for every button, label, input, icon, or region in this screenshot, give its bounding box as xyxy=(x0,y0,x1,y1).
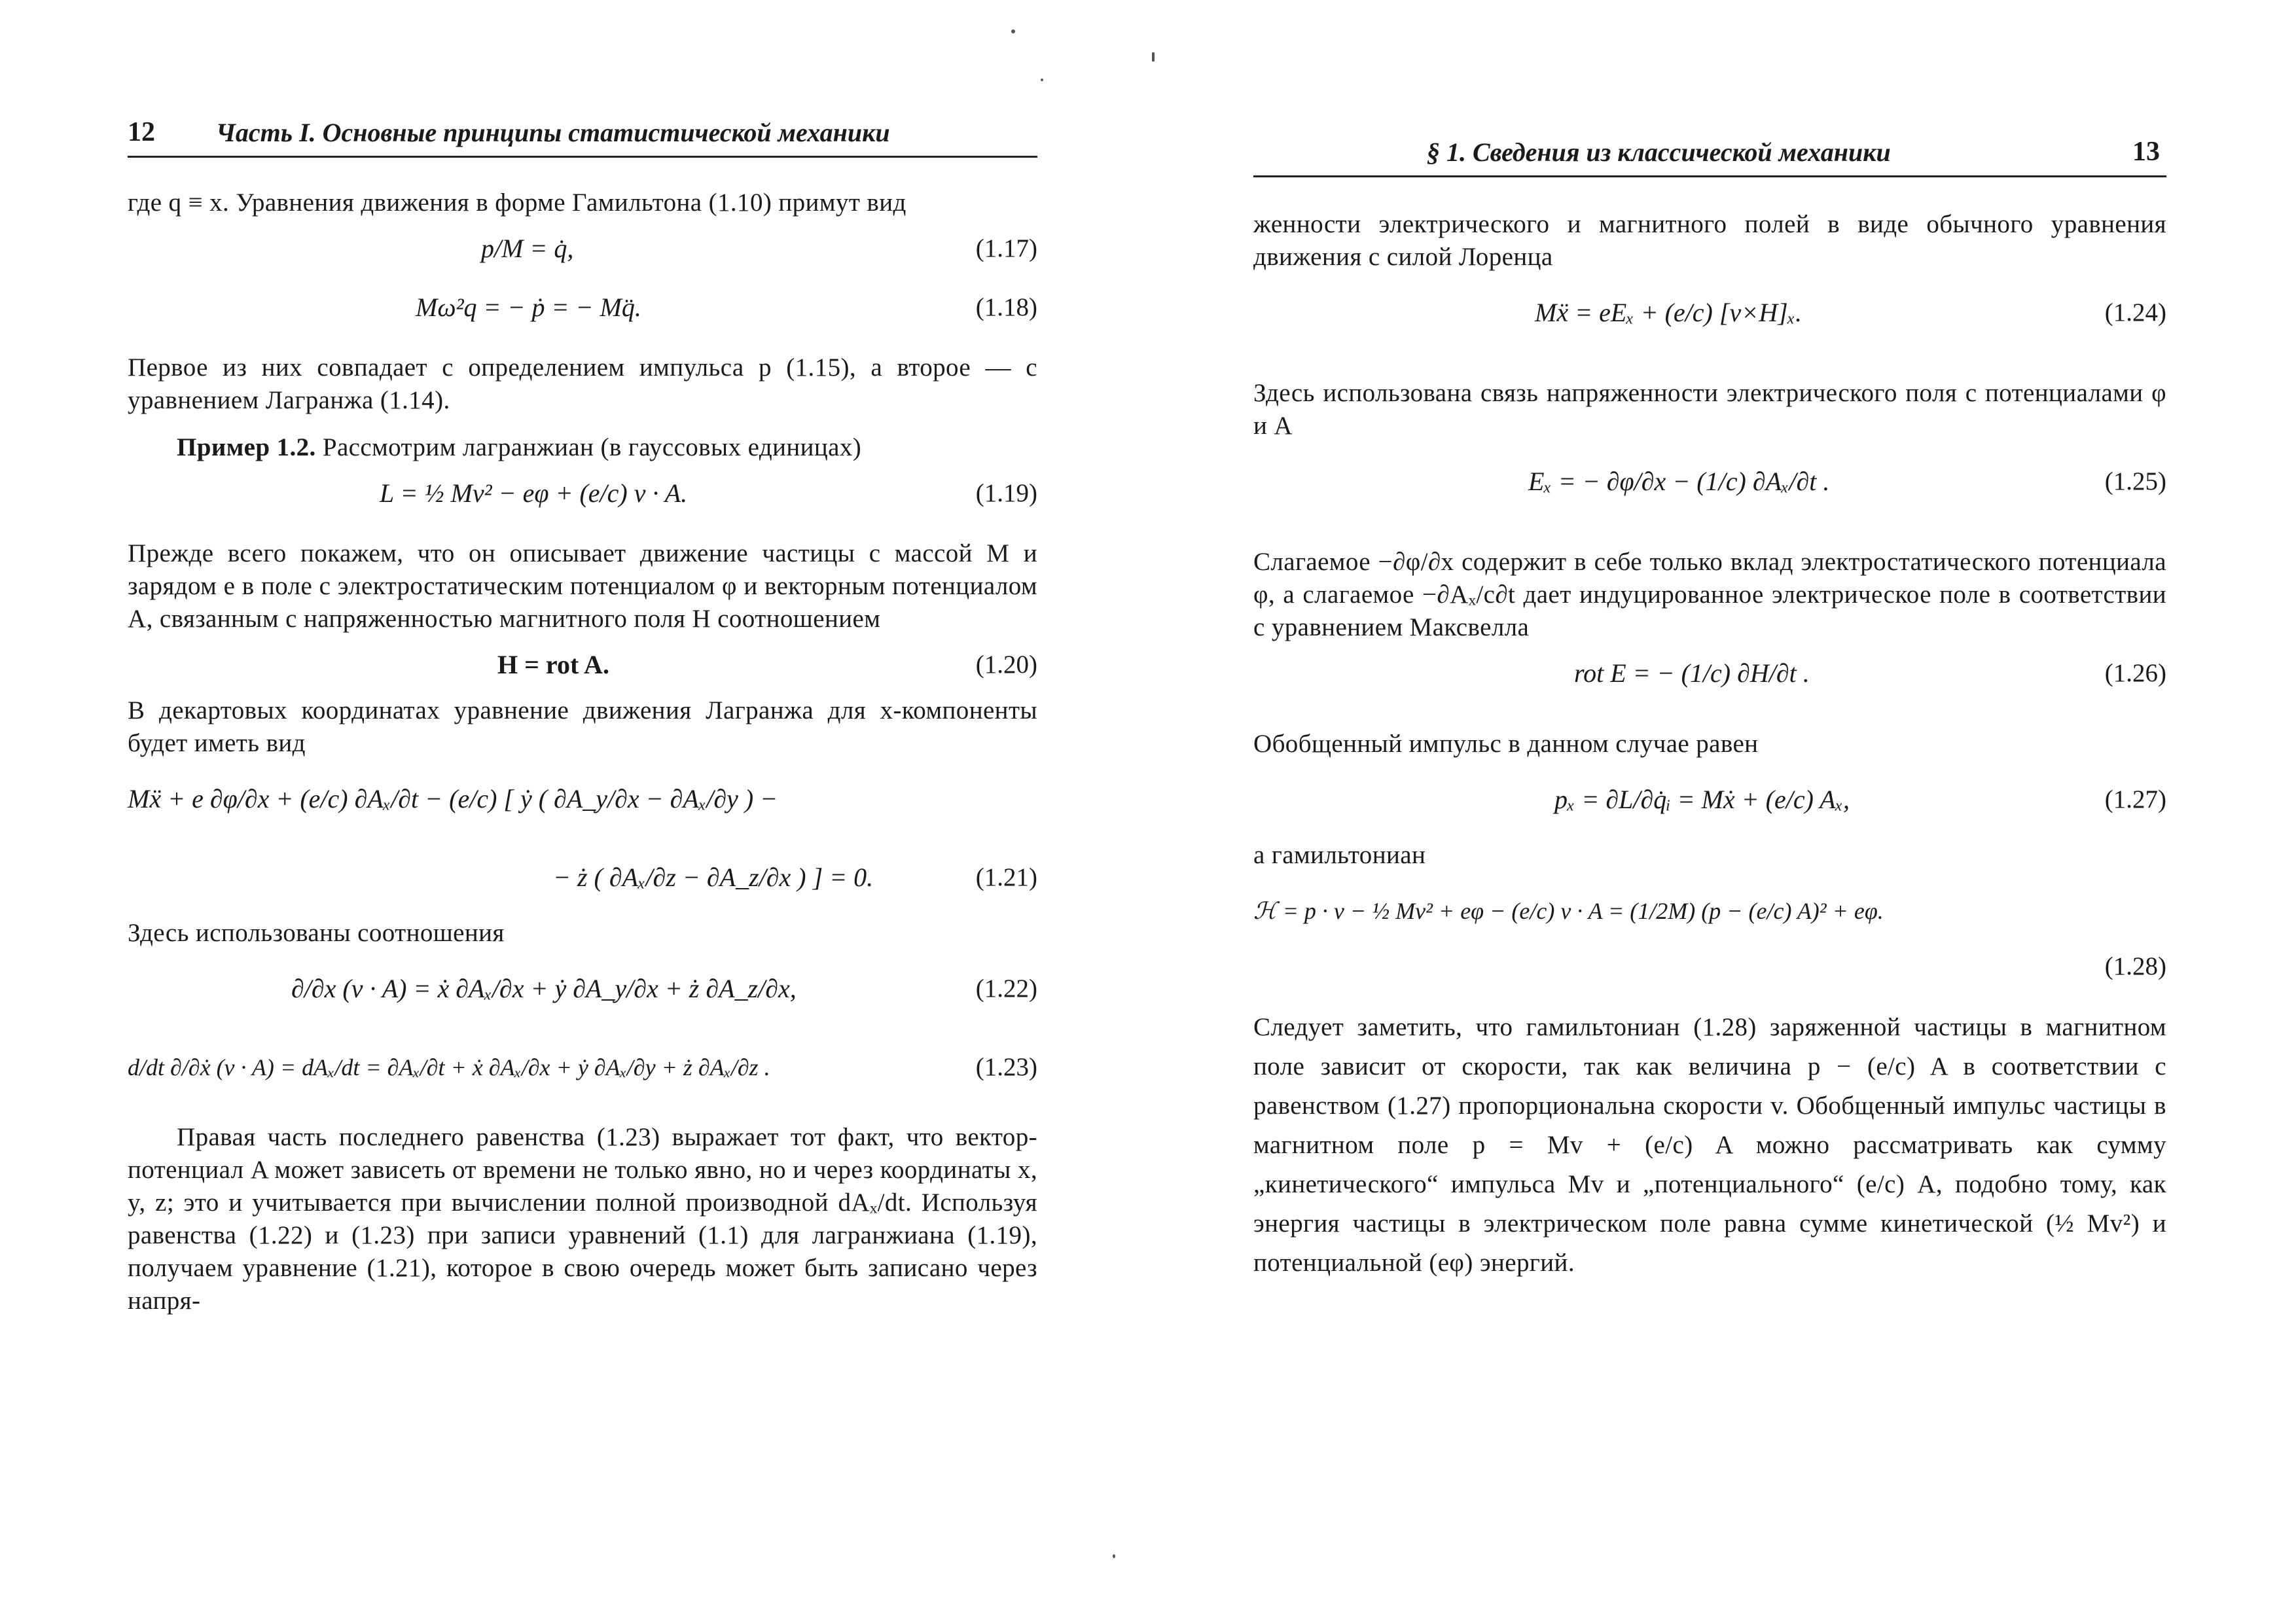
left-page xyxy=(128,0,1037,1623)
right-page-body xyxy=(1253,208,2166,1283)
equation-1-23 xyxy=(128,1028,1037,1107)
right-running-head xyxy=(1253,130,2166,177)
equation-1-22 xyxy=(128,950,1037,1028)
equation-expression: ℋ = p · v − ½ Mv² + eφ − (e/c) v · A = (1/2M) (p − (e/c) A)² + eφ. xyxy=(1253,898,1884,924)
equation-expression: Mẍ = eEₓ + (e/c) [v×H]ₓ. xyxy=(1535,298,1803,327)
equation-1-17 xyxy=(128,219,1037,278)
equation-1-27 xyxy=(1253,760,2166,839)
paragraph: Слагаемое −∂φ/∂x содержит в себе только вклад электростатического потенциала φ, а слагаемое −∂Aₓ/c∂t дает индуцированное электрическое поле в соответствии с уравнением Максвелла xyxy=(1253,548,2166,641)
equation-number: (1.27) xyxy=(2104,785,2166,813)
paragraph: Здесь использованы соотношения xyxy=(128,919,505,947)
equation-expression: Mω²q = − ṗ = − Mq̈. xyxy=(416,293,641,322)
paragraph: В декартовых координатах уравнение движения Лагранжа для x-компоненты будет иметь вид xyxy=(128,696,1037,757)
equation-expression: rot E = − (1/c) ∂H/∂t . xyxy=(1574,658,1810,688)
equation-1-21-line-1 xyxy=(128,760,1037,838)
print-speck xyxy=(1152,52,1155,62)
equation-1-25 xyxy=(1253,442,2166,521)
equation-number: (1.19) xyxy=(975,479,1037,507)
equation-number: (1.17) xyxy=(975,234,1037,262)
equation-number: (1.21) xyxy=(975,863,1037,891)
equation-number: (1.25) xyxy=(2104,467,2166,495)
equation-number: (1.22) xyxy=(975,974,1037,1003)
equation-1-26 xyxy=(1253,644,2166,703)
paragraph: Правая часть последнего равенства (1.23) выражает тот факт, что вектор-потенциал A может зависеть от времени не только явно, но и через координаты x, y, z; это и учитывается при вычислении полной производной dAₓ/dt. Используя равенства (1.22) и (1.23) при записи уравнений (1.1) для лагранжиана (1.19), получаем уравнение (1.21), которое в свою очередь может быть записано через напря- xyxy=(128,1123,1037,1315)
equation-expression: Mẍ + e ∂φ/∂x + (e/c) ∂Aₓ/∂t − (e/c) [ ẏ ( ∂A_y/∂x − ∂Aₓ/∂y ) − xyxy=(128,784,778,813)
paragraph: Следует заметить, что гамильтониан (1.28) заряженной частицы в магнитном поле зависит от скорости, так как величина p − (e/c) A в соответствии с равенством (1.27) пропорциональна скорости v. Обобщенный импульс частицы в магнитном поле p = Mv + (e/c) A можно рассматривать как сумму „кинетического“ импульса Mv и „потенциального“ (e/c) A, подобно тому, как энергия частицы в электрическом поле равна сумме кинетической (½ Mv²) и потенциальной (eφ) энергий. xyxy=(1253,1013,2166,1277)
paragraph: женности электрического и магнитного полей в виде обычного уравнения движения с силой Лоренца xyxy=(1253,210,2166,271)
equation-expression: ∂/∂x (v · A) = ẋ ∂Aₓ/∂x + ẏ ∂A_y/∂x + ż ∂A_z/∂x, xyxy=(291,974,797,1003)
paragraph: Прежде всего покажем, что он описывает движение частицы с массой M и зарядом e в поле с электростатическим потенциалом φ и векторным потенциалом A, связанным с напряженностью магнитного поля H соотношением xyxy=(128,539,1037,633)
equation-1-24 xyxy=(1253,274,2166,352)
left-page-body xyxy=(128,187,1037,1317)
equation-number: (1.23) xyxy=(975,1053,1037,1081)
left-page-number: 12 xyxy=(128,117,155,147)
paragraph: Обобщенный импульс в данном случае равен xyxy=(1253,730,1759,758)
equation-expression: − ż ( ∂Aₓ/∂z − ∂A_z/∂x ) ] = 0. xyxy=(553,863,874,892)
paragraph: Первое из них совпадает с определением импульса p (1.15), а второе — с уравнением Лагранжа (1.14). xyxy=(128,353,1037,414)
equation-expression: L = ½ Mv² − eφ + (e/c) v · A. xyxy=(380,478,688,508)
left-running-head xyxy=(128,110,1037,158)
equation-1-18 xyxy=(128,278,1037,337)
equation-1-21-line-2 xyxy=(128,838,1037,917)
equation-expression: pₓ = ∂L/∂q̇ᵢ = Mẋ + (e/c) Aₓ, xyxy=(1554,785,1850,814)
equation-1-28 xyxy=(1253,872,2166,950)
paragraph: Здесь использована связь напряженности электрического поля с потенциалами φ и A xyxy=(1253,379,2166,440)
right-page xyxy=(1253,0,2166,1623)
equation-expression: p/M = q̇, xyxy=(481,234,574,263)
equation-number: (1.18) xyxy=(975,293,1037,321)
example-label: Пример 1.2. xyxy=(177,433,316,461)
equation-1-19 xyxy=(128,464,1037,523)
print-speck xyxy=(1113,1554,1115,1558)
example-text: Рассмотрим лагранжиан (в гауссовых единицах) xyxy=(322,433,862,461)
equation-number: (1.26) xyxy=(2104,659,2166,687)
example-paragraph xyxy=(128,431,1037,464)
right-page-number: 13 xyxy=(2132,137,2160,167)
left-running-title: Часть I. Основные принципы статистической механики xyxy=(216,118,890,147)
print-speck xyxy=(1041,79,1043,81)
paragraph: а гамильтониан xyxy=(1253,841,1426,869)
equation-expression: H = rot A. xyxy=(497,650,609,679)
paragraph: где q ≡ x. Уравнения движения в форме Гамильтона (1.10) примут вид xyxy=(128,188,906,217)
equation-1-20 xyxy=(128,635,1037,694)
equation-expression: Eₓ = − ∂φ/∂x − (1/c) ∂Aₓ/∂t . xyxy=(1528,467,1830,496)
equation-number: (1.28) xyxy=(2104,952,2166,980)
print-speck xyxy=(1011,29,1015,33)
equation-number: (1.24) xyxy=(2104,298,2166,327)
equation-number: (1.20) xyxy=(975,651,1037,679)
right-running-title: § 1. Сведения из классической механики xyxy=(1427,137,1891,167)
equation-expression: d/dt ∂/∂ẋ (v · A) = dAₓ/dt = ∂Aₓ/∂t + ẋ ∂Aₓ/∂x + ẏ ∂Aₓ/∂y + ż ∂Aₓ/∂z . xyxy=(128,1054,770,1080)
equation-1-28-number-row xyxy=(1253,950,2166,983)
